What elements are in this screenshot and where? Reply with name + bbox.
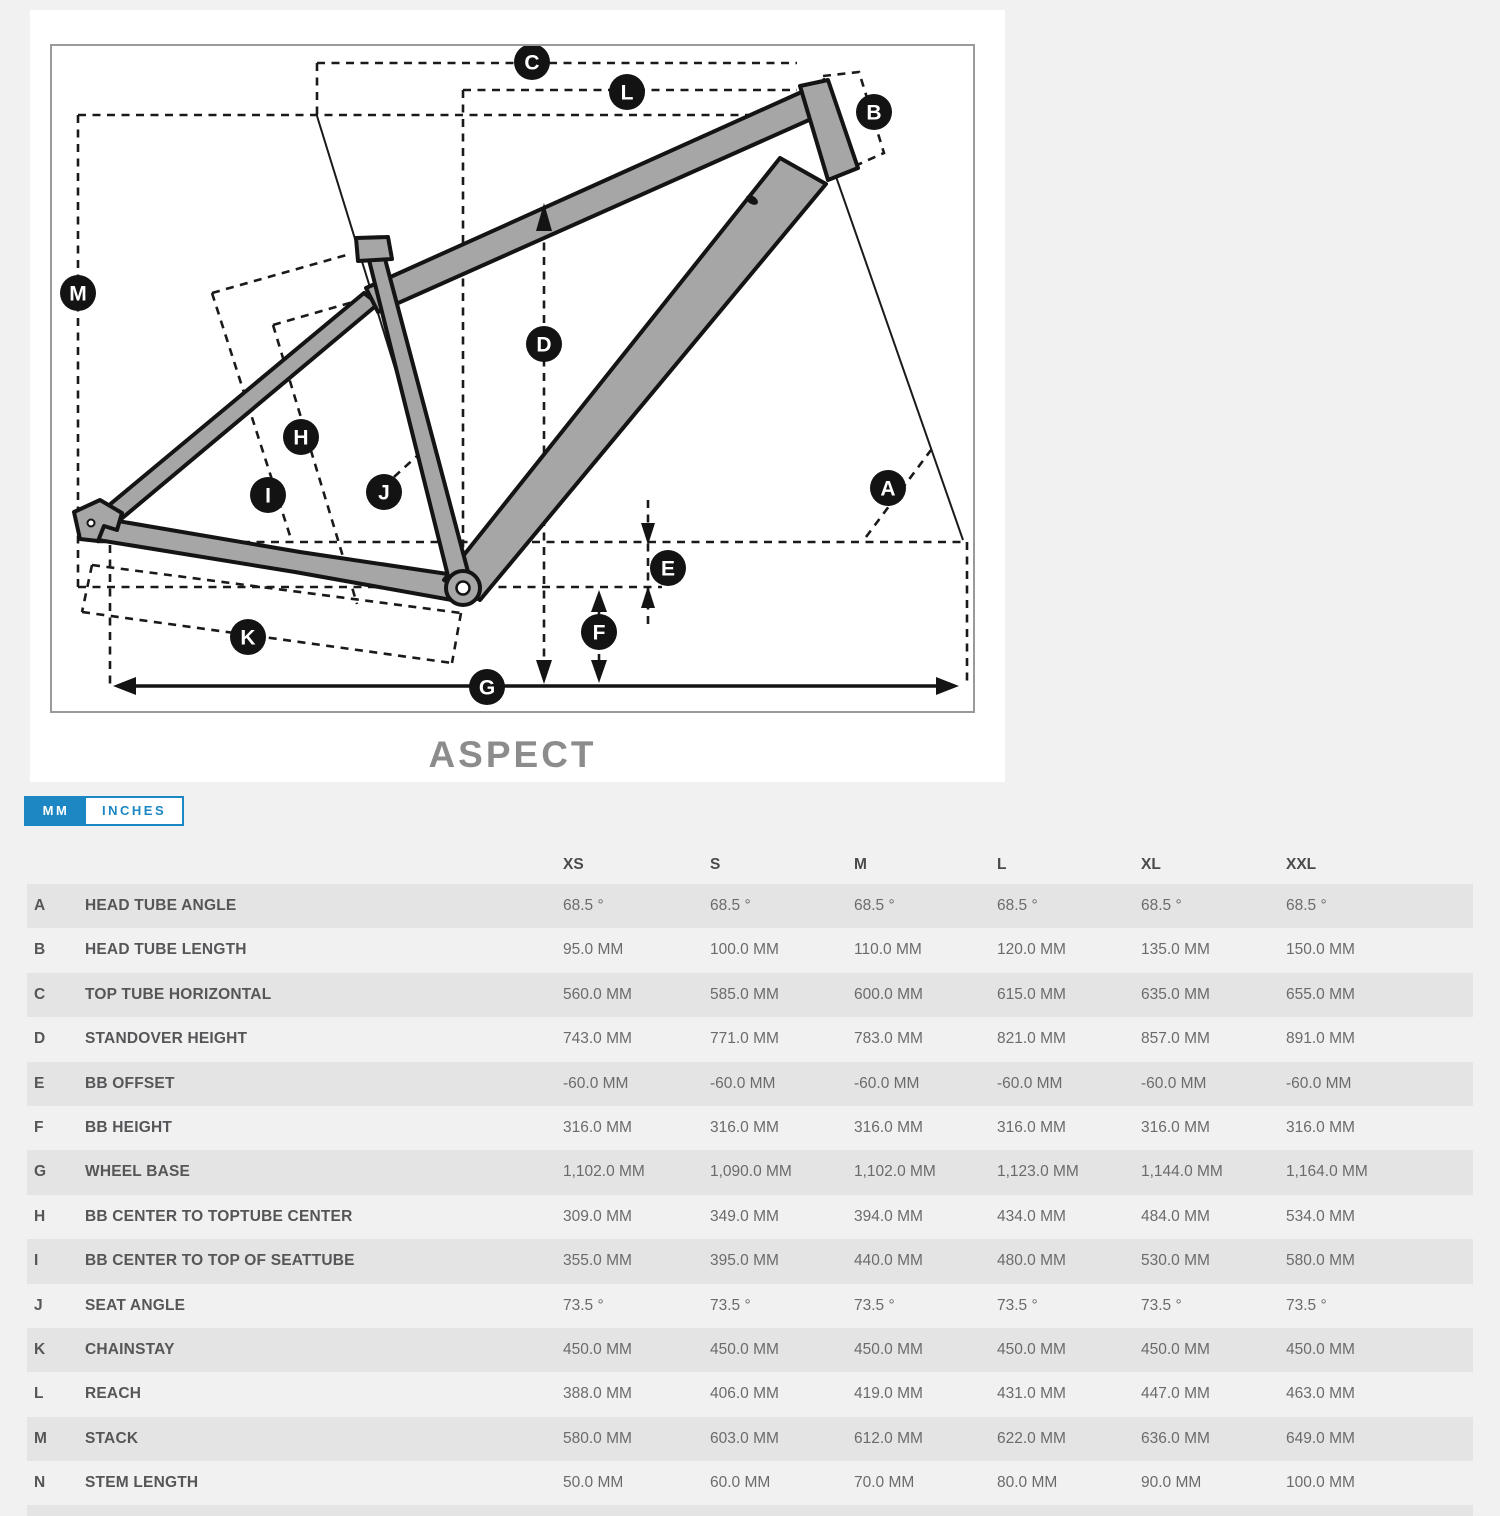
row-value: 355.0 MM	[563, 1252, 632, 1270]
row-value: 612.0 MM	[854, 1429, 923, 1447]
table-row	[27, 1372, 1473, 1416]
row-value: 419.0 MM	[854, 1385, 923, 1403]
row-letter: N	[34, 1474, 46, 1492]
marker-g	[469, 669, 505, 705]
row-value: 580.0 MM	[1286, 1252, 1355, 1270]
row-value: 636.0 MM	[1141, 1429, 1210, 1447]
row-letter: A	[34, 897, 46, 914]
row-value: 603.0 MM	[710, 1429, 779, 1447]
bottom-bracket-hole	[457, 582, 470, 595]
diagram-panel	[30, 10, 1005, 782]
row-value: 783.0 MM	[854, 1030, 923, 1048]
row-letter: E	[34, 1074, 45, 1092]
row-value: 309.0 MM	[563, 1207, 632, 1225]
row-letter: I	[34, 1252, 39, 1270]
marker-letter: J	[378, 481, 390, 505]
row-value: 406.0 MM	[710, 1385, 779, 1403]
row-value: 1,102.0 MM	[854, 1163, 936, 1181]
row-value: 450.0 MM	[1141, 1340, 1210, 1358]
marker-b	[856, 94, 892, 130]
table-row	[27, 1417, 1473, 1461]
head-tube	[800, 80, 858, 180]
row-letter: J	[34, 1296, 43, 1314]
marker-a	[870, 470, 906, 506]
marker-letter: E	[660, 557, 676, 581]
row-value: 771.0 MM	[710, 1030, 779, 1048]
row-label: STACK	[85, 1429, 139, 1447]
size-header-s: S	[710, 856, 721, 873]
row-value: 1,164.0 MM	[1286, 1163, 1368, 1181]
row-value: 135.0 MM	[1141, 941, 1210, 959]
row-value: 73.5 °	[1141, 1296, 1182, 1314]
row-value: 68.5 °	[1141, 897, 1182, 914]
marker-letter: H	[293, 426, 309, 450]
row-label: BB OFFSET	[85, 1074, 175, 1092]
row-value: 484.0 MM	[1141, 1207, 1210, 1225]
geometry-table	[0, 846, 1500, 1516]
row-label: BB CENTER TO TOPTUBE CENTER	[85, 1207, 353, 1225]
row-label: CHAINSTAY	[85, 1340, 175, 1358]
row-value: 90.0 MM	[1141, 1474, 1202, 1492]
row-value: 463.0 MM	[1286, 1385, 1355, 1403]
row-label: STEM LENGTH	[85, 1474, 199, 1492]
row-value: 73.5 °	[710, 1296, 751, 1314]
row-value: 100.0 MM	[710, 941, 779, 959]
row-value: 394.0 MM	[854, 1207, 923, 1225]
marker-letter: K	[240, 626, 256, 650]
row-value: 655.0 MM	[1286, 985, 1355, 1003]
row-value: 95.0 MM	[563, 941, 624, 959]
row-label: BB CENTER TO TOP OF SEATTUBE	[85, 1252, 355, 1270]
row-value: 349.0 MM	[710, 1207, 779, 1225]
marker-letter: C	[524, 51, 540, 75]
row-letter: D	[34, 1030, 46, 1048]
marker-f	[581, 614, 617, 650]
model-name: ASPECT	[428, 734, 597, 775]
row-value: 891.0 MM	[1286, 1030, 1355, 1048]
row-value: 68.5 °	[997, 897, 1038, 914]
row-value: -60.0 MM	[854, 1074, 920, 1092]
dropout-slot	[88, 520, 95, 527]
row-letter: K	[34, 1340, 46, 1358]
row-value: 120.0 MM	[997, 941, 1066, 959]
marker-i	[250, 477, 286, 513]
inches-toggle-button[interactable]: INCHES	[102, 803, 167, 818]
row-value: 580.0 MM	[563, 1429, 632, 1447]
marker-j	[366, 474, 402, 510]
marker-letter: I	[265, 484, 271, 508]
marker-letter: L	[620, 81, 634, 105]
marker-e	[650, 550, 686, 586]
marker-m	[60, 275, 96, 311]
marker-d	[526, 326, 562, 362]
row-value: 316.0 MM	[1141, 1118, 1210, 1136]
row-value: 150.0 MM	[1286, 941, 1355, 959]
row-value: 585.0 MM	[710, 985, 779, 1003]
row-value: 68.5 °	[854, 897, 895, 914]
row-value: 316.0 MM	[1286, 1118, 1355, 1136]
row-letter: F	[34, 1118, 44, 1136]
row-letter: L	[34, 1385, 44, 1403]
row-value: 534.0 MM	[1286, 1207, 1355, 1225]
size-header-m: M	[854, 856, 867, 873]
row-value: 1,123.0 MM	[997, 1163, 1079, 1181]
table-row	[27, 973, 1473, 1017]
row-value: 635.0 MM	[1141, 985, 1210, 1003]
row-value: 110.0 MM	[854, 941, 922, 959]
row-label: BB HEIGHT	[85, 1118, 173, 1136]
row-value: 450.0 MM	[1286, 1340, 1355, 1358]
table-row	[27, 1239, 1473, 1283]
row-label: TOP TUBE HORIZONTAL	[85, 985, 272, 1003]
row-value: -60.0 MM	[997, 1074, 1063, 1092]
wheelbase-arrow	[113, 677, 959, 695]
row-value: 431.0 MM	[997, 1385, 1066, 1403]
marker-letter: D	[536, 333, 552, 357]
row-value: 600.0 MM	[854, 985, 923, 1003]
row-value: 480.0 MM	[997, 1252, 1066, 1270]
size-header-l: L	[997, 856, 1007, 873]
row-value: 388.0 MM	[563, 1385, 632, 1403]
row-value: 649.0 MM	[1286, 1429, 1355, 1447]
row-value: 73.5 °	[563, 1296, 604, 1314]
row-value: 821.0 MM	[997, 1030, 1066, 1048]
row-value: 60.0 MM	[710, 1474, 771, 1492]
row-letter: G	[34, 1163, 47, 1181]
row-value: 530.0 MM	[1141, 1252, 1210, 1270]
table-row	[27, 1328, 1473, 1372]
row-value: 68.5 °	[1286, 897, 1327, 914]
row-value: 450.0 MM	[710, 1340, 779, 1358]
row-value: 316.0 MM	[997, 1118, 1066, 1136]
bike-geometry-drawing	[52, 46, 973, 711]
row-value: 615.0 MM	[997, 985, 1066, 1003]
row-value: 857.0 MM	[1141, 1030, 1210, 1048]
row-value: 73.5 °	[997, 1296, 1038, 1314]
row-value: 316.0 MM	[710, 1118, 779, 1136]
marker-l	[609, 74, 645, 110]
size-header-row	[0, 846, 1500, 884]
table-row	[27, 1062, 1473, 1106]
seat-clamp	[356, 237, 392, 261]
marker-letter: B	[866, 101, 882, 125]
table-row	[27, 1150, 1473, 1194]
marker-h	[283, 419, 319, 455]
row-value: 622.0 MM	[997, 1429, 1066, 1447]
row-value: 70.0 MM	[854, 1474, 915, 1492]
units-toggle	[24, 796, 184, 826]
row-value: -60.0 MM	[1141, 1074, 1207, 1092]
marker-letter: F	[592, 621, 606, 645]
row-value: 743.0 MM	[563, 1030, 632, 1048]
table-row	[27, 884, 1473, 928]
row-value: 73.5 °	[854, 1296, 895, 1314]
row-label: SEAT ANGLE	[85, 1296, 186, 1314]
marker-letter: M	[69, 282, 87, 306]
row-value: 1,102.0 MM	[563, 1163, 645, 1181]
row-letter: C	[34, 985, 46, 1003]
row-value: 73.5 °	[1286, 1296, 1327, 1314]
row-value: 440.0 MM	[854, 1252, 923, 1270]
marker-letter: G	[478, 676, 496, 700]
row-letter: M	[34, 1429, 47, 1447]
row-value: 447.0 MM	[1141, 1385, 1210, 1403]
row-label: WHEEL BASE	[85, 1163, 191, 1181]
table-row	[27, 1461, 1473, 1505]
row-letter: B	[34, 941, 46, 959]
row-value: 68.5 °	[563, 897, 604, 914]
marker-letter: A	[880, 477, 896, 501]
geometry-diagram	[50, 44, 975, 713]
table-row	[27, 1106, 1473, 1150]
marker-c	[514, 46, 550, 80]
row-value: 395.0 MM	[710, 1252, 779, 1270]
row-value: -60.0 MM	[1286, 1074, 1352, 1092]
row-value: 1,144.0 MM	[1141, 1163, 1223, 1181]
table-row	[27, 1017, 1473, 1061]
row-value: 80.0 MM	[997, 1474, 1058, 1492]
seat-stay	[96, 293, 378, 530]
row-value: 68.5 °	[710, 897, 751, 914]
size-header-xxl: XXL	[1286, 856, 1317, 873]
row-value: 560.0 MM	[563, 985, 632, 1003]
table-row	[27, 928, 1473, 972]
row-label: HEAD TUBE LENGTH	[85, 941, 247, 959]
row-value: 316.0 MM	[563, 1118, 632, 1136]
row-value: 100.0 MM	[1286, 1474, 1355, 1492]
row-value: -60.0 MM	[710, 1074, 776, 1092]
size-header-xl: XL	[1141, 856, 1161, 873]
row-value: 50.0 MM	[563, 1474, 624, 1492]
bike-frame	[74, 80, 858, 605]
row-value: 434.0 MM	[997, 1207, 1066, 1225]
mm-toggle-button[interactable]: MM	[26, 798, 86, 824]
table-row	[27, 1284, 1473, 1328]
row-value: 316.0 MM	[854, 1118, 923, 1136]
size-header-xs: XS	[563, 856, 584, 873]
row-label: STANDOVER HEIGHT	[85, 1030, 248, 1048]
row-value: 1,090.0 MM	[710, 1163, 792, 1181]
row-value: 450.0 MM	[997, 1340, 1066, 1358]
row-value: -60.0 MM	[563, 1074, 629, 1092]
row-letter: H	[34, 1207, 46, 1225]
down-tube	[444, 158, 826, 600]
row-label: REACH	[85, 1385, 142, 1403]
row-value: 450.0 MM	[563, 1340, 632, 1358]
marker-k	[230, 619, 266, 655]
row-value: 450.0 MM	[854, 1340, 923, 1358]
table-row	[27, 1195, 1473, 1239]
table-row-partial	[27, 1505, 1473, 1515]
row-label: HEAD TUBE ANGLE	[85, 897, 237, 914]
